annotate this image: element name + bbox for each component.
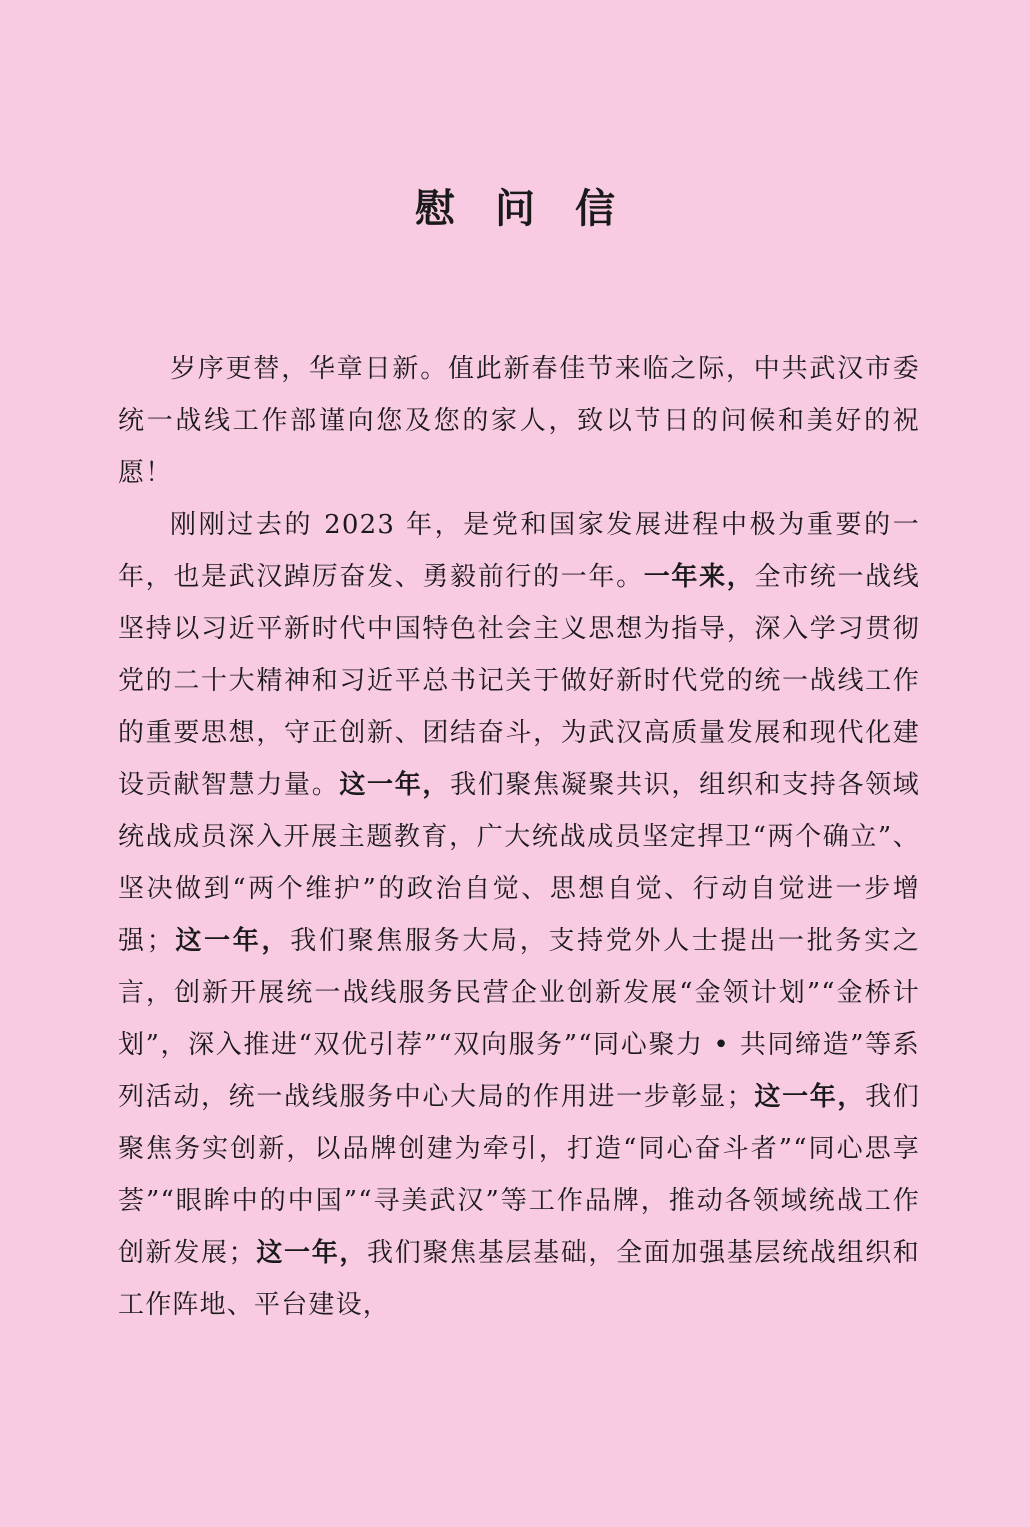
paragraph-text: 我们聚焦基层基础，全面加强基层统战组织和工作阵地、平台建设， bbox=[118, 1238, 920, 1320]
emphasis-text: 这一年， bbox=[173, 926, 291, 956]
paragraph-text: 我们聚焦务实创新，以品牌创建为牵引，打造“同心奋斗者”“同心思享荟”“眼眸中的中国”“寻美武汉”等工作品牌，推动各领域统战工作创新发展； bbox=[118, 1082, 920, 1268]
letter-body bbox=[118, 343, 920, 1331]
paragraph-text: 我们聚焦凝聚共识，组织和支持各领域统战成员深入开展主题教育，广大统战成员坚定捍卫“两个确立”、坚决做到“两个维护”的政治自觉、思想自觉、行动自觉进一步增强； bbox=[118, 770, 920, 956]
paragraph-text: 刚刚过去的 2023 年，是党和国家发展进程中极为重要的一年，也是武汉踔厉奋发、勇毅前行的一年。 bbox=[118, 510, 920, 592]
emphasis-text: 这一年， bbox=[255, 1238, 368, 1268]
paragraph-text: 全市统一战线坚持以习近平新时代中国特色社会主义思想为指导，深入学习贯彻党的二十大精神和习近平总书记关于做好新时代党的统一战线工作的重要思想，守正创新、团结奋斗，为武汉高质量发展和现代化建设贡献智慧力量。 bbox=[118, 562, 920, 800]
body-paragraph bbox=[118, 343, 920, 499]
emphasis-text: 这一年， bbox=[339, 770, 451, 800]
emphasis-text: 一年来， bbox=[643, 562, 755, 592]
paragraph-text: 我们聚焦服务大局，支持党外人士提出一批务实之言，创新开展统一战线服务民营企业创新发展“金领计划”“金桥计划”，深入推进“双优引荐”“双向服务”“同心聚力 • 共同缔造”等系列活动，统一战线服务中心大局的作用进一步彰显； bbox=[118, 926, 920, 1112]
paragraph-text: 岁序更替，华章日新。值此新春佳节来临之际，中共武汉市委统一战线工作部谨向您及您的家人，致以节日的问候和美好的祝愿！ bbox=[118, 354, 920, 488]
body-paragraph bbox=[118, 499, 920, 1331]
emphasis-text: 这一年， bbox=[753, 1082, 866, 1112]
letter-title: 慰问信 bbox=[415, 185, 655, 232]
